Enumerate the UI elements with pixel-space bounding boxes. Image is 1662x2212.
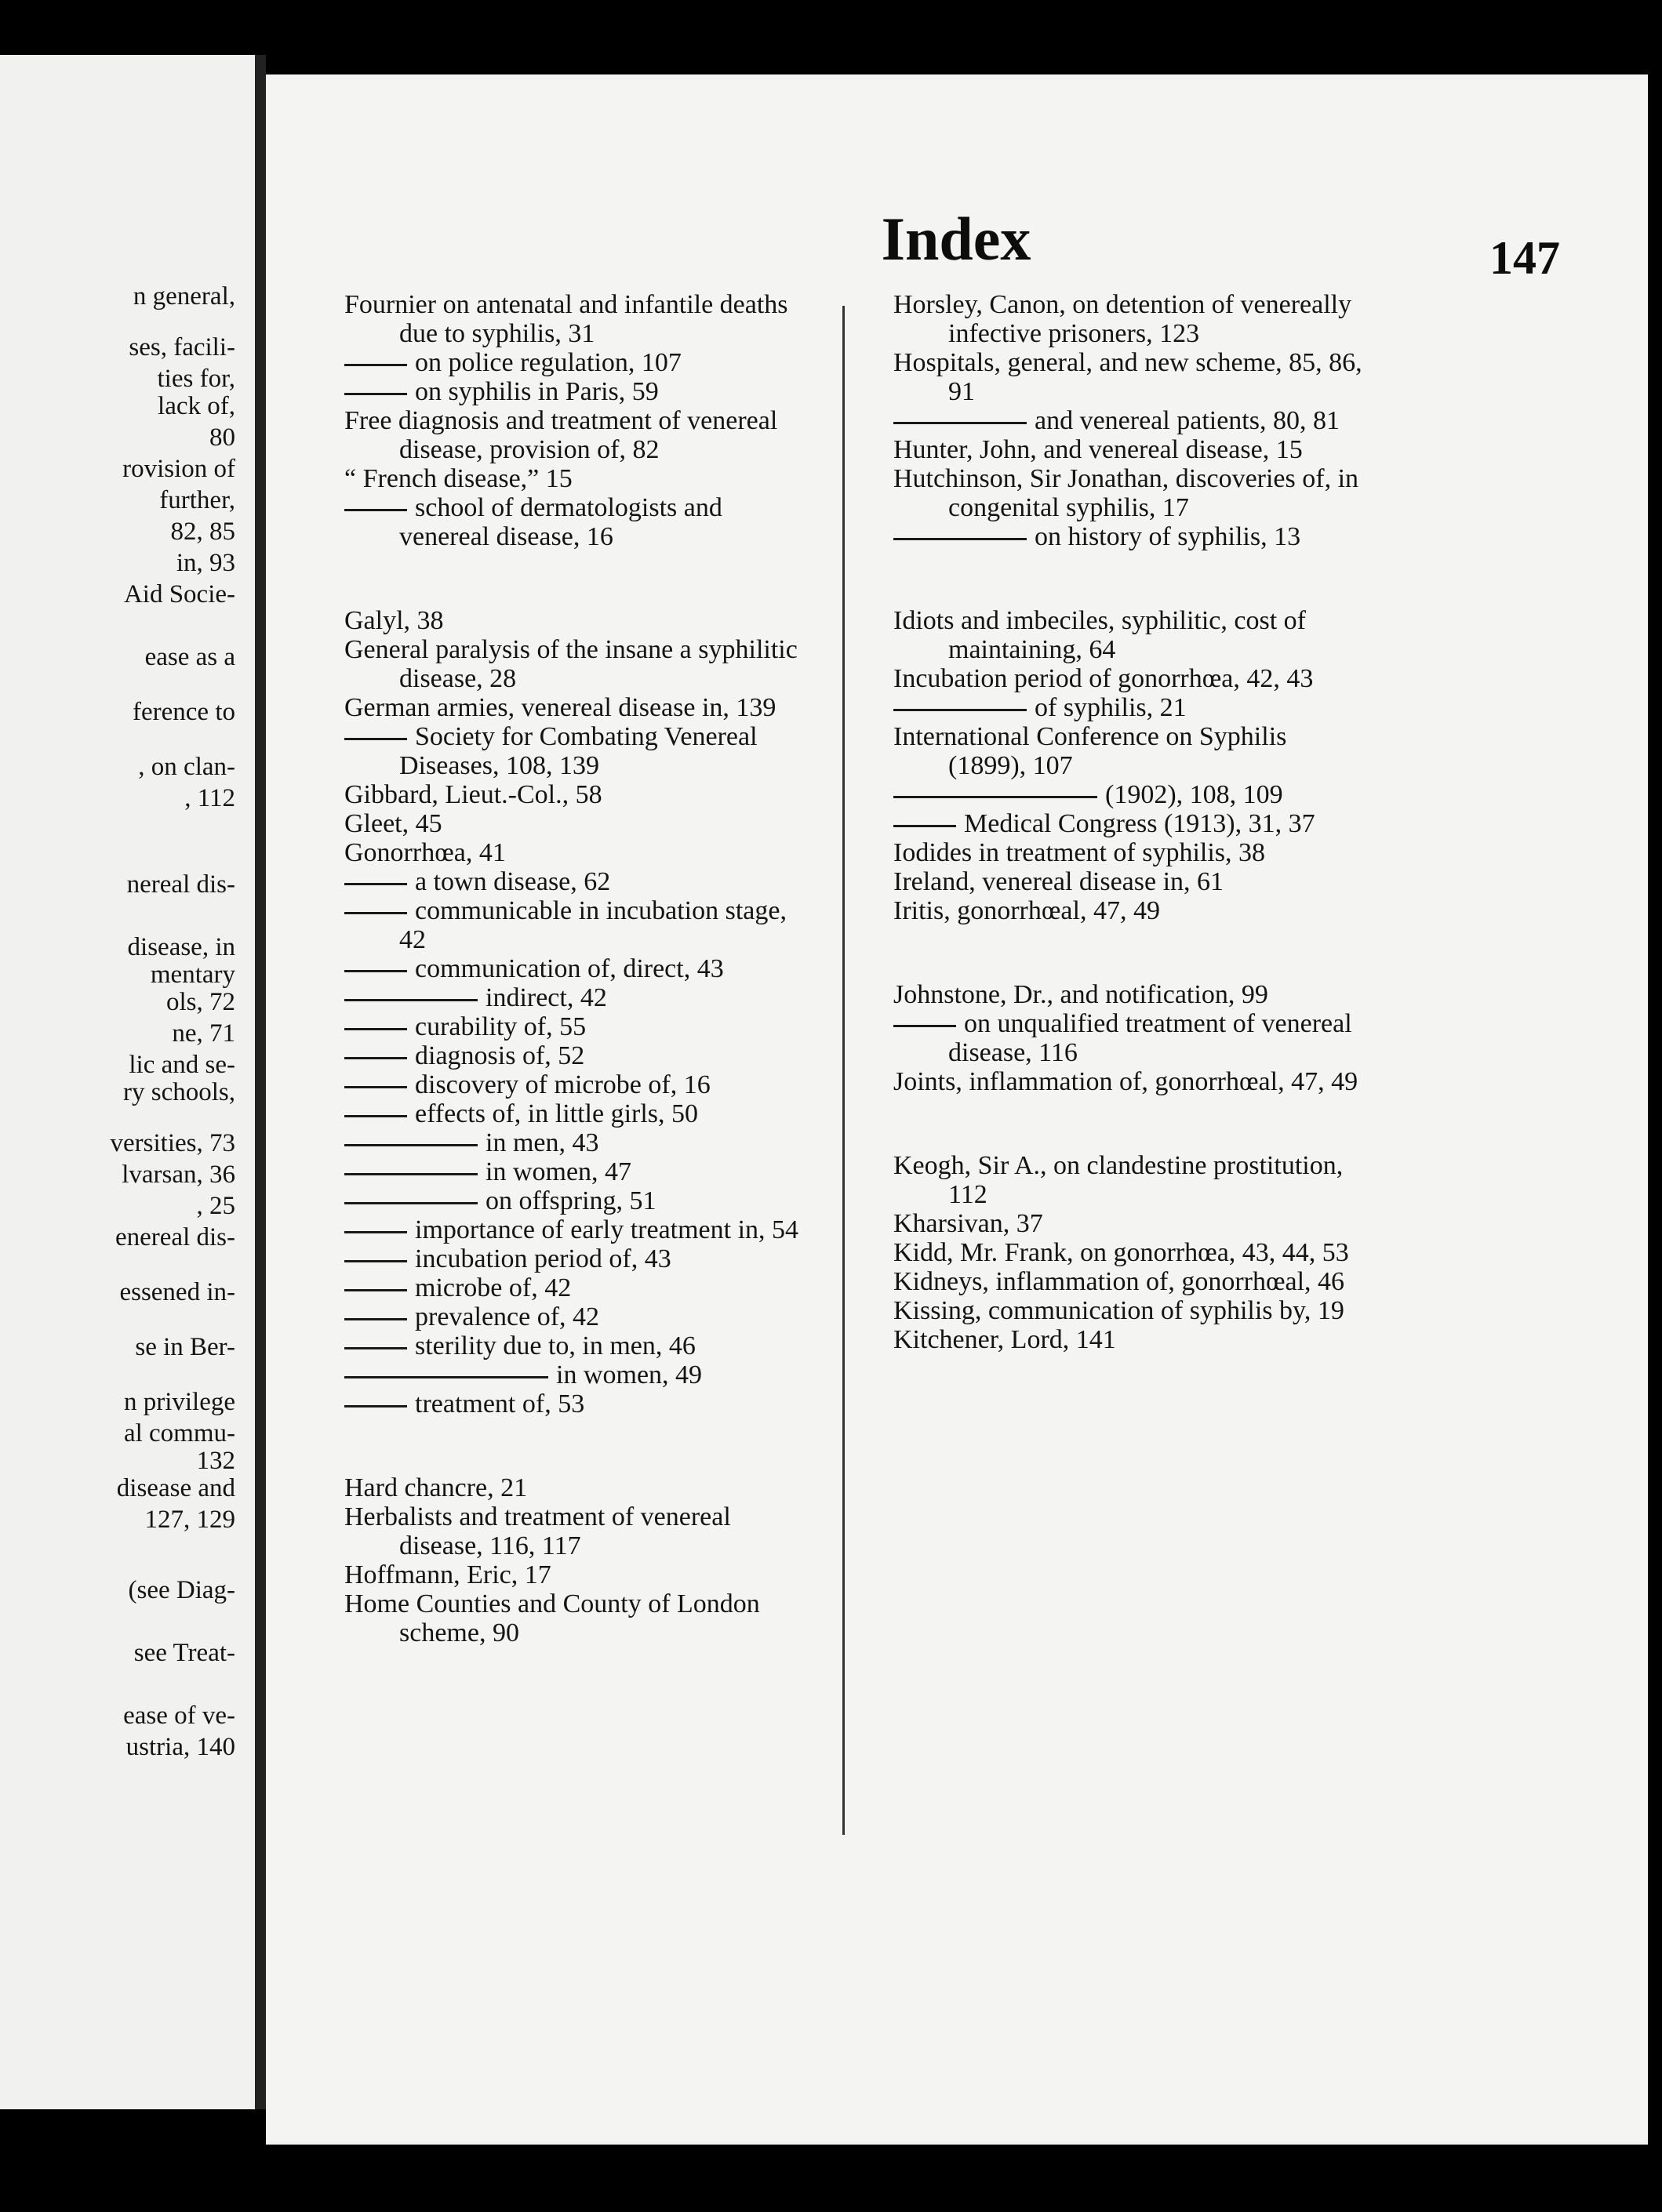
facing-page-line: disease and [116,1474,235,1502]
index-entry-text [893,809,1364,838]
index-entry-label: Hard chancre, 21 [344,1473,528,1502]
index-entry-label: effects of, in little girls, 50 [415,1099,699,1128]
ditto-dash [344,1260,407,1262]
index-entry-label: Galyl, 38 [344,606,444,635]
facing-page-line: rovision of [122,455,235,483]
facing-page-line: ease of ve- [123,1702,235,1730]
ditto-dash [344,1115,407,1117]
facing-page-line: ne, 71 [172,1019,235,1048]
index-entry [344,1128,815,1157]
index-entry-label: Free diagnosis and treatment of venereal disease, provision of, 82 [344,406,778,464]
index-entry [344,693,815,722]
index-entry [344,780,815,809]
index-entry [344,867,815,896]
index-entry [893,980,1364,1009]
index-entry-text [344,1589,815,1647]
index-entry-text [344,809,815,838]
index-entry [893,435,1364,464]
index-entry-label: Hospitals, general, and new scheme, 85, 86, 91 [893,348,1362,406]
index-entry-text [893,1296,1364,1325]
index-entry [893,780,1364,809]
index-entry-label: German armies, venereal disease in, 139 [344,693,776,722]
index-entry-text [344,1360,815,1389]
index-entry [344,1589,815,1647]
index-entry-label: Society for Combating Venereal Diseases, 108, 139 [399,722,758,780]
index-entry-text [344,606,815,635]
facing-page-line: ustria, 140 [125,1733,235,1761]
facing-page-line: ease as a [144,643,235,671]
index-entry [344,1473,815,1502]
index-entry-text [893,1209,1364,1238]
index-entry-text [893,1325,1364,1354]
index-entry-text [893,406,1364,435]
index-entry-label: Idiots and imbeciles, syphilitic, cost of maintaining, 64 [893,606,1306,664]
index-entry [893,606,1364,664]
index-entry-text [893,867,1364,896]
index-entry [344,809,815,838]
index-entry-text [344,1560,815,1589]
facing-page-line: lack of, [158,392,235,420]
index-entry-label: indirect, 42 [486,983,607,1012]
index-entry [893,722,1364,780]
index-entry [344,838,815,867]
ditto-dash [344,883,407,885]
index-entry-label: Incubation period of gonorrhœa, 42, 43 [893,664,1314,693]
index-entry [344,493,815,551]
index-entry-text [893,1009,1364,1067]
page-title: Index [881,205,1031,273]
index-entry [344,1041,815,1070]
index-entry-text [344,1099,815,1128]
index-entry-text [344,983,815,1012]
index-entry-text [344,896,815,954]
facing-page-line: ties for, [157,365,235,393]
index-entry [344,635,815,693]
ditto-dash [344,999,478,1001]
facing-page-line: enereal dis- [115,1223,235,1251]
index-page [266,74,1648,2145]
facing-page-line: se in Ber- [135,1333,235,1361]
index-entry [344,1560,815,1589]
ditto-dash [344,970,407,972]
page-number: 147 [1489,232,1560,284]
facing-page-line: n general, [133,282,235,311]
index-entry [344,1331,815,1360]
index-entry [893,522,1364,551]
index-entry-text [893,1267,1364,1296]
index-entry-text [344,348,815,377]
index-entry-text [893,780,1364,809]
ditto-dash [893,709,1027,711]
index-entry [893,406,1364,435]
index-entry-text [893,348,1364,406]
index-entry-label: Joints, inflammation of, gonorrhœal, 47, 49 [893,1067,1358,1096]
ditto-dash [344,509,407,511]
index-entry [893,664,1364,693]
index-entry-label: Medical Congress (1913), 31, 37 [964,809,1315,838]
facing-page-line: ference to [133,698,235,726]
ditto-dash [893,422,1027,424]
index-entry-text [893,1067,1364,1096]
index-entry [893,1267,1364,1296]
ditto-dash [344,1028,407,1030]
index-entry [893,1296,1364,1325]
index-entry-text [893,664,1364,693]
index-entry-label: Kharsivan, 37 [893,1209,1043,1238]
index-entry [344,1360,815,1389]
ditto-dash [344,364,407,366]
index-entry-text [344,1273,815,1302]
index-entry-label: on unqualified treatment of venereal disease, 116 [948,1009,1352,1067]
index-entry-label: on history of syphilis, 13 [1035,522,1301,551]
facing-page-line: al commu- [123,1419,235,1447]
facing-page-line: , on clan- [138,753,235,781]
facing-page-line: see Treat- [133,1639,235,1667]
column-divider [842,306,845,1835]
index-entry-text [344,1157,815,1186]
index-entry-text [893,290,1364,348]
facing-page-line: Aid Socie- [123,580,235,608]
facing-page-line: lic and se- [129,1051,235,1079]
facing-page-line: ses, facili- [129,333,235,361]
index-entry-label: Hoffmann, Eric, 17 [344,1560,551,1589]
facing-page-line: ry schools, [123,1078,235,1106]
facing-page-line: versities, 73 [110,1129,235,1157]
index-entry-label: Iritis, gonorrhœal, 47, 49 [893,896,1160,925]
index-entry [344,1215,815,1244]
facing-page-line: (see Diag- [128,1576,235,1604]
facing-page-line: in, 93 [176,549,235,577]
ditto-dash [344,1289,407,1291]
ditto-dash [344,1057,407,1059]
index-entry-label: on police regulation, 107 [415,348,682,377]
index-entry-label: Johnstone, Dr., and notification, 99 [893,980,1268,1009]
index-entry-label: on offspring, 51 [486,1186,656,1215]
ditto-dash [344,1144,478,1146]
index-entry-label: incubation period of, 43 [415,1244,671,1273]
index-entry-label: prevalence of, 42 [415,1302,600,1331]
index-entry-text [344,1012,815,1041]
index-entry-text [344,377,815,406]
index-entry-text [344,1473,815,1502]
index-entry [893,693,1364,722]
index-entry [893,1151,1364,1209]
ditto-dash [344,1405,407,1407]
index-entry [893,1325,1364,1354]
index-entry-label: Herbalists and treatment of venereal disease, 116, 117 [344,1502,731,1560]
index-entry-label: Keogh, Sir A., on clandestine prostitution, 112 [893,1151,1344,1209]
index-entry-label: Home Counties and County of London scheme, 90 [344,1589,760,1647]
index-entry [893,1067,1364,1096]
index-entry-label: in men, 43 [486,1128,599,1157]
index-entry-label: of syphilis, 21 [1035,693,1187,722]
ditto-dash [344,1376,548,1378]
index-entry-text [344,464,815,493]
index-entry-text [344,406,815,464]
index-entry-label: on syphilis in Paris, 59 [415,377,659,406]
index-entry-label: in women, 47 [486,1157,632,1186]
index-column-left [344,290,815,1647]
facing-page-line: 82, 85 [170,518,235,546]
index-entry [344,1302,815,1331]
facing-page-line: 80 [209,423,235,452]
index-entry-text [344,1302,815,1331]
index-entry-label: Kidd, Mr. Frank, on gonorrhœa, 43, 44, 53 [893,1238,1349,1267]
index-entry-label: Horsley, Canon, on detention of venereally infective prisoners, 123 [893,290,1352,348]
index-entry-text [893,1238,1364,1267]
index-entry-label: microbe of, 42 [415,1273,572,1302]
index-entry [893,838,1364,867]
index-entry-label: and venereal patients, 80, 81 [1035,406,1340,435]
index-entry-label: treatment of, 53 [415,1389,585,1418]
ditto-dash [344,1347,407,1349]
index-entry-label: International Conference on Syphilis (1899), 107 [893,722,1287,780]
index-entry [344,606,815,635]
index-entry-text [893,693,1364,722]
facing-page-line: , 25 [196,1192,235,1220]
index-entry [344,290,815,348]
index-entry-label: “ French disease,” 15 [344,464,573,493]
index-entry-text [893,522,1364,551]
index-entry-text [344,1215,815,1244]
index-entry-text [344,722,815,780]
index-entry [344,1244,815,1273]
index-entry-text [893,980,1364,1009]
index-entry-text [344,1389,815,1418]
index-entry [344,1186,815,1215]
index-entry-label: in women, 49 [556,1360,703,1389]
index-entry-text [893,1151,1364,1209]
facing-page-line: n privilege [123,1388,235,1416]
index-entry [344,348,815,377]
facing-page-line: further, [159,486,235,514]
index-entry [344,722,815,780]
facing-page-line: 132 [196,1447,235,1475]
index-entry-text [344,1070,815,1099]
index-entry-label: Kitchener, Lord, 141 [893,1325,1116,1354]
index-entry [344,1389,815,1418]
ditto-dash [893,538,1027,540]
index-entry [344,377,815,406]
index-entry-text [344,1331,815,1360]
ditto-dash [344,738,407,740]
facing-page-line: ols, 72 [165,988,235,1016]
index-entry-label: communicable in incubation stage, 42 [399,896,787,954]
index-entry-text [893,464,1364,522]
index-entry-label: a town disease, 62 [415,867,611,896]
ditto-dash [344,1202,478,1204]
index-entry-text [344,1186,815,1215]
index-entry-label: Fournier on antenatal and infantile deaths due to syphilis, 31 [344,290,788,348]
index-entry-label: communication of, direct, 43 [415,954,724,983]
index-entry-label: (1902), 108, 109 [1105,780,1283,809]
index-entry [344,1070,815,1099]
index-entry-text [344,635,815,693]
index-entry [344,406,815,464]
index-entry-text [344,954,815,983]
facing-page-line: mentary [150,961,235,989]
index-entry-label: sterility due to, in men, 46 [415,1331,696,1360]
index-entry [344,983,815,1012]
index-entry-text [344,1041,815,1070]
ditto-dash [344,393,407,395]
index-entry [344,1099,815,1128]
index-entry [344,1273,815,1302]
facing-page-line: , 112 [184,784,235,812]
index-entry [344,1012,815,1041]
index-entry [344,896,815,954]
index-entry-label: Gleet, 45 [344,809,442,838]
index-entry-label: Kissing, communication of syphilis by, 19 [893,1296,1344,1325]
index-entry-label: Iodides in treatment of syphilis, 38 [893,838,1266,867]
index-entry-label: Ireland, venereal disease in, 61 [893,867,1224,896]
ditto-dash [344,1173,478,1175]
index-entry-text [344,780,815,809]
index-entry-label: importance of early treatment in, 54 [415,1215,799,1244]
ditto-dash [893,796,1097,798]
index-entry [893,1209,1364,1238]
index-entry-label: General paralysis of the insane a syphilitic disease, 28 [344,635,798,693]
index-entry-label: curability of, 55 [415,1012,587,1041]
index-entry-text [893,838,1364,867]
index-entry-text [344,693,815,722]
index-entry-text [344,1502,815,1560]
facing-page-line: lvarsan, 36 [122,1160,235,1189]
index-entry [344,1502,815,1560]
index-entry-label: school of dermatologists and venereal disease, 16 [399,493,722,551]
index-entry-text [893,896,1364,925]
index-entry [344,1157,815,1186]
index-entry [893,1009,1364,1067]
index-entry-label: diagnosis of, 52 [415,1041,585,1070]
index-entry [344,464,815,493]
index-entry [893,464,1364,522]
index-entry-text [344,867,815,896]
index-entry-label: Gonorrhœa, 41 [344,838,506,867]
index-entry [893,1238,1364,1267]
index-entry-label: Hunter, John, and venereal disease, 15 [893,435,1303,464]
ditto-dash [344,1086,407,1088]
ditto-dash [344,912,407,914]
index-entry-text [893,722,1364,780]
index-entry [893,809,1364,838]
index-entry-label: Kidneys, inflammation of, gonorrhœal, 46 [893,1267,1345,1296]
ditto-dash [893,1025,956,1027]
index-entry-label: Gibbard, Lieut.-Col., 58 [344,780,602,809]
facing-page [0,55,255,2109]
index-entry [344,954,815,983]
ditto-dash [344,1318,407,1320]
facing-page-line: disease, in [127,933,235,961]
ditto-dash [893,825,956,827]
index-entry [893,348,1364,406]
index-entry-label: Hutchinson, Sir Jonathan, discoveries of, in congenital syphilis, 17 [893,464,1359,522]
index-entry-text [344,290,815,348]
index-entry [893,896,1364,925]
index-entry-text [344,1244,815,1273]
facing-page-line: 127, 129 [144,1506,235,1534]
facing-page-line: nereal dis- [126,870,235,899]
index-entry-label: discovery of microbe of, 16 [415,1070,711,1099]
index-entry-text [344,1128,815,1157]
index-entry-text [893,606,1364,664]
ditto-dash [344,1231,407,1233]
book-gutter [255,55,266,2109]
facing-page-line: essened in- [119,1278,235,1306]
index-entry-text [344,838,815,867]
index-entry [893,290,1364,348]
index-column-right [893,290,1364,1354]
index-entry [893,867,1364,896]
index-entry-text [893,435,1364,464]
index-entry-text [344,493,815,551]
